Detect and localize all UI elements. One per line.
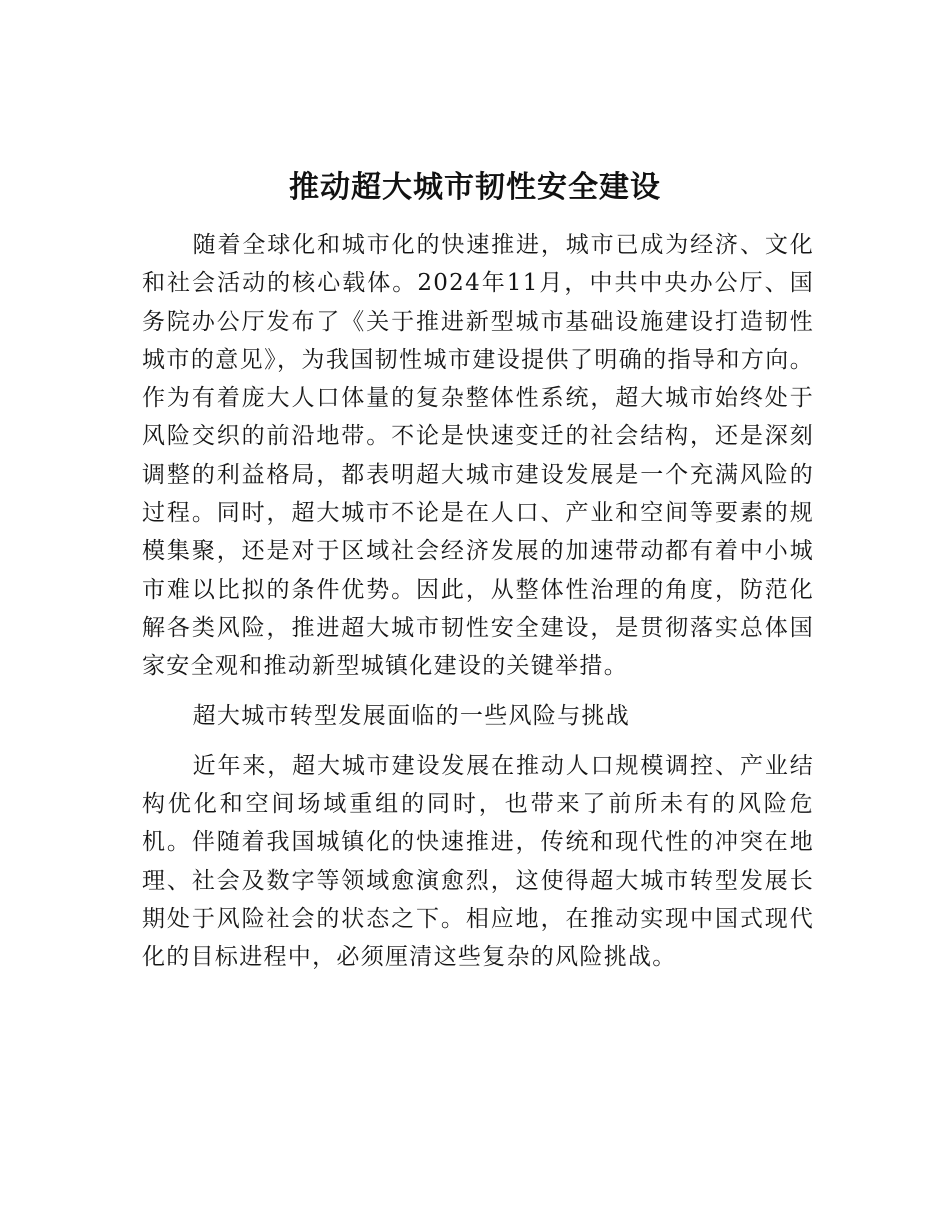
document-title: 推动超大城市韧性安全建设 bbox=[289, 170, 661, 205]
section-heading: 超大城市转型发展面临的一些风险与挑战 bbox=[192, 702, 630, 729]
document-body bbox=[142, 226, 814, 977]
body-paragraph-2: 近年来，超大城市建设发展在推动人口规模调控、产业结构优化和空间场域重组的同时，也带来了前所未有的风险危机。伴随着我国城镇化的快速推进，传统和现代性的冲突在地理、社会及数字等领域愈演愈烈，这使得超大城市转型发展长期处于风险社会的状态之下。相应地，在推动实现中国式现代化的目标进程中，必须厘清这些复杂的风险挑战。 bbox=[142, 752, 814, 971]
body-paragraph-1: 随着全球化和城市化的快速推进，城市已成为经济、文化和社会活动的核心载体。2024年11月，中共中央办公厅、国务院办公厅发布了《关于推进新型城市基础设施建设打造韧性城市的意见》，为我国韧性城市建设提供了明确的指导和方向。作为有着庞大人口体量的复杂整体性系统，超大城市始终处于风险交织的前沿地带。不论是快速变迁的社会结构，还是深刻调整的利益格局，都表明超大城市建设发展是一个充满风险的过程。同时，超大城市不论是在人口、产业和空间等要素的规模集聚，还是对于区域社会经济发展的加速带动都有着中小城市难以比拟的条件优势。因此，从整体性治理的角度，防范化解各类风险，推进超大城市韧性安全建设，是贯彻落实总体国家安全观和推动新型城镇化建设的关键举措。 bbox=[142, 232, 814, 680]
